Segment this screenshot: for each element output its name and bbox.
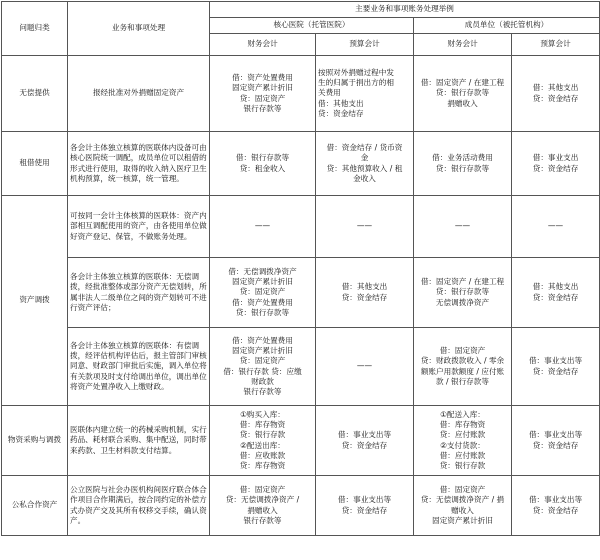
entry-line: 贷：银行存款等 (235, 307, 290, 317)
entry-line: 借：固定资产 (439, 346, 486, 356)
member-budget-cell (512, 476, 600, 536)
entry-line: 贷：无偿调拨净资产 / (225, 495, 300, 505)
entry-line: 贷：库存物资 (239, 460, 286, 470)
entry-line: 固定资产累计折旧 (232, 346, 293, 356)
entry-line: 借：事业支出 (532, 153, 579, 163)
entry-line: 无偿调拨净资产 (435, 297, 490, 307)
table-row (2, 328, 600, 406)
entry-line: 贷：资金结存 (341, 292, 388, 302)
core-budget-cell: —— (316, 196, 414, 258)
entry-line: 固定资产累计折旧 (232, 83, 293, 93)
entry-line: 借：事业支出等 (528, 430, 583, 440)
member-financial-cell (414, 132, 512, 196)
table-row (2, 258, 600, 328)
core-financial-cell (210, 132, 316, 196)
member-financial-cell (414, 476, 512, 536)
member-financial-cell (414, 328, 512, 406)
entry-line: 银行存款等 (243, 515, 282, 525)
entry-line: 捐赠收入 (447, 98, 478, 108)
core-budget-cell (316, 56, 414, 132)
entry-line: 贷：固定资产 (239, 93, 286, 103)
table-row (2, 406, 600, 476)
category-cell: 资产调拨 (2, 196, 68, 406)
entry-line: 借：固定资产 / 在建工程 (420, 277, 505, 287)
entry-line: 借：应付账款 (439, 450, 486, 460)
business-cell: 各会计主体独立核算的医联体内设备可由核心医院统一调配，成员单位可以租借的形式进行使用，取得的收入纳入医疗卫生机构预算，统一核算，统一管理。 (68, 132, 210, 196)
entry-line: 借：应收账款 (239, 450, 286, 460)
entry-line: 借：资金结存 / 货币资 (326, 143, 403, 153)
entry-line: 贷：财政拨款收入 / 零余 (420, 356, 505, 366)
header-member-financial: 财务会计 (414, 34, 512, 56)
core-budget-cell (316, 258, 414, 328)
entry-line: 贷：银行存款等 (435, 287, 490, 297)
core-financial-cell: —— (210, 196, 316, 258)
entry-line: 贷：银行存款等 (435, 163, 490, 173)
header-member-unit: 成员单位（被托管机构） (414, 18, 600, 34)
member-financial-cell: —— (414, 196, 512, 258)
entry-line: 贷：租金收入 (239, 163, 286, 173)
entry-line: 固定资产累计折旧 (432, 515, 493, 525)
entry-line: 借：银行存款 贷：应缴 (223, 366, 302, 376)
entry-line: ②支付货款： (440, 440, 485, 450)
entry-line: 借：库存物资 (239, 420, 286, 430)
header-core-financial: 财务会计 (210, 34, 316, 56)
entry-line: 银行存款等 (243, 386, 282, 396)
member-financial-cell (414, 258, 512, 328)
entry-line: 银行存款等 (243, 103, 282, 113)
business-cell: 医联体内建立统一的药械采购机制，实行药品、耗材联合采购、集中配送，同时带来药款、卫生材料款支付结算。 (68, 406, 210, 476)
entry-line: 借：资产处置费用 (232, 297, 293, 307)
table-row (2, 56, 600, 132)
entry-line: 贷：资金结存 (318, 108, 364, 118)
entry-line: 贷：无偿调拨净资产 / 捐 (420, 495, 505, 505)
entry-line: 贷：固定资产 (239, 287, 286, 297)
entry-line: 贷：银行存款 (439, 460, 486, 470)
member-financial-cell (414, 56, 512, 132)
core-financial-cell (210, 328, 316, 406)
entry-line: 捐赠收入 (247, 505, 278, 515)
entry-line: 固定资产累计折旧 (232, 277, 293, 287)
business-cell: 公立医院与社会办医机构间医疗联合体合作项目合作期满后，按合同约定的补偿方式办资产交及其所有权移交手续，确认资产。 (68, 476, 210, 536)
business-cell: 报经批准对外捐赠固定资产 (68, 56, 210, 132)
accounting-table (1, 1, 600, 536)
entry-line: 借：其他支出 (532, 282, 579, 292)
entry-line: 借：固定资产 (239, 485, 286, 495)
entry-line: 借：事业支出等 (528, 495, 583, 505)
core-budget-cell (316, 476, 414, 536)
table-row (2, 132, 600, 196)
header-business: 业务和事项处理 (68, 2, 210, 56)
entry-line: 按照对外捐赠过程中发 (318, 67, 394, 77)
entry-line: 贷：资金结存 (532, 366, 579, 376)
entry-line: ②配送出库： (240, 440, 285, 450)
category-cell: 公私合作资产 (2, 476, 68, 536)
entry-line: 贷：资金结存 (532, 93, 579, 103)
entry-line: 借：资产处置费用 (232, 73, 293, 83)
business-cell: 各会计主体独立核算的医联体：无偿调拨，经批准整体或部分资产无偿划转，所属非法人二级单位之间的资产划转可不进行资产评估； (68, 258, 210, 328)
entry-line: 金 (360, 153, 369, 163)
core-budget-cell (316, 406, 414, 476)
category-cell: 无偿提供 (2, 56, 68, 132)
entry-line: 借：其他支出 (532, 83, 579, 93)
header-core-hospital: 核心医院（托管医院） (210, 18, 414, 34)
entry-line: 贷：资金结存 (532, 505, 579, 515)
entry-line: 贷：银行存款 (239, 430, 286, 440)
entry-line: 贷：资金结存 (532, 292, 579, 302)
header-main-title: 主要业务和事项账务处理举例 (210, 2, 600, 18)
entry-line: 贷：资金结存 (532, 440, 579, 450)
entry-line: ①配送入库： (440, 409, 485, 419)
entry-line: 赠收入 (451, 505, 474, 515)
entry-line: 借：固定资产 / 在建工程 (420, 78, 505, 88)
entry-line: 借：资产处置费用 (232, 335, 293, 345)
entry-line: 金收入 (353, 173, 376, 183)
entry-line: 贷：资金结存 (532, 163, 579, 173)
entry-line: 贷：银行存款等 (435, 88, 490, 98)
entry-line: 款 / 银行存款等 (436, 376, 489, 386)
entry-line: 生的归属于捐出方的相 (318, 78, 394, 88)
core-financial-cell (210, 476, 316, 536)
member-budget-cell (512, 132, 600, 196)
category-cell: 租借使用 (2, 132, 68, 196)
entry-line: 贷：资金结存 (341, 440, 388, 450)
core-budget-cell: —— (316, 328, 414, 406)
entry-line: 贷：应付账款 (439, 430, 486, 440)
member-budget-cell (512, 258, 600, 328)
core-budget-cell (316, 132, 414, 196)
business-cell: 可按同一会计主体核算的医联体：资产内部相互调配使用的资产，由各使用单位做好资产登记、保管，不做账务处理。 (68, 196, 210, 258)
entry-line: 借：其他支出 (318, 98, 364, 108)
header-category: 问题归类 (2, 2, 68, 56)
member-budget-cell (512, 328, 600, 406)
core-financial-cell (210, 406, 316, 476)
entry-line: 关费用 (318, 88, 341, 98)
member-budget-cell (512, 56, 600, 132)
table-row (2, 476, 600, 536)
core-financial-cell (210, 56, 316, 132)
entry-line: ①购买入库： (240, 409, 285, 419)
entry-line: 借：事业支出等 (337, 430, 392, 440)
entry-line: 借：事业支出等 (528, 356, 583, 366)
table-row (2, 196, 600, 258)
entry-line: 贷：其他预算收入 / 租 (326, 163, 403, 173)
entry-line: 财政款 (251, 376, 274, 386)
entry-line: 借：库存物资 (439, 420, 486, 430)
member-budget-cell (512, 406, 600, 476)
header-core-budget: 预算会计 (316, 34, 414, 56)
entry-line: 借：无偿调拨净资产 (228, 266, 297, 276)
member-financial-cell (414, 406, 512, 476)
core-financial-cell (210, 258, 316, 328)
entry-line: 贷：固定资产 (239, 356, 286, 366)
category-cell: 物资采购与调拨 (2, 406, 68, 476)
entry-line: 借：业务活动费用 (432, 153, 493, 163)
entry-line: 借：固定资产 (439, 485, 486, 495)
entry-line: 借：其他支出 (341, 282, 388, 292)
member-budget-cell: —— (512, 196, 600, 258)
entry-line: 借：事业支出等 (337, 495, 392, 505)
entry-line: 额账户用款额度 / 应付账 (420, 366, 505, 376)
entry-line: 贷：资金结存 (341, 505, 388, 515)
business-cell: 各会计主体独立核算的医联体：有偿调拨，经评估机构评估后，报主管部门审核同意、财政部门审批后实施，调入单位将有关款项及时支付给调出单位，调出单位将资产处置净收入上缴财政。 (68, 328, 210, 406)
header-member-budget: 预算会计 (512, 34, 600, 56)
entry-line: 借：银行存款等 (235, 153, 290, 163)
